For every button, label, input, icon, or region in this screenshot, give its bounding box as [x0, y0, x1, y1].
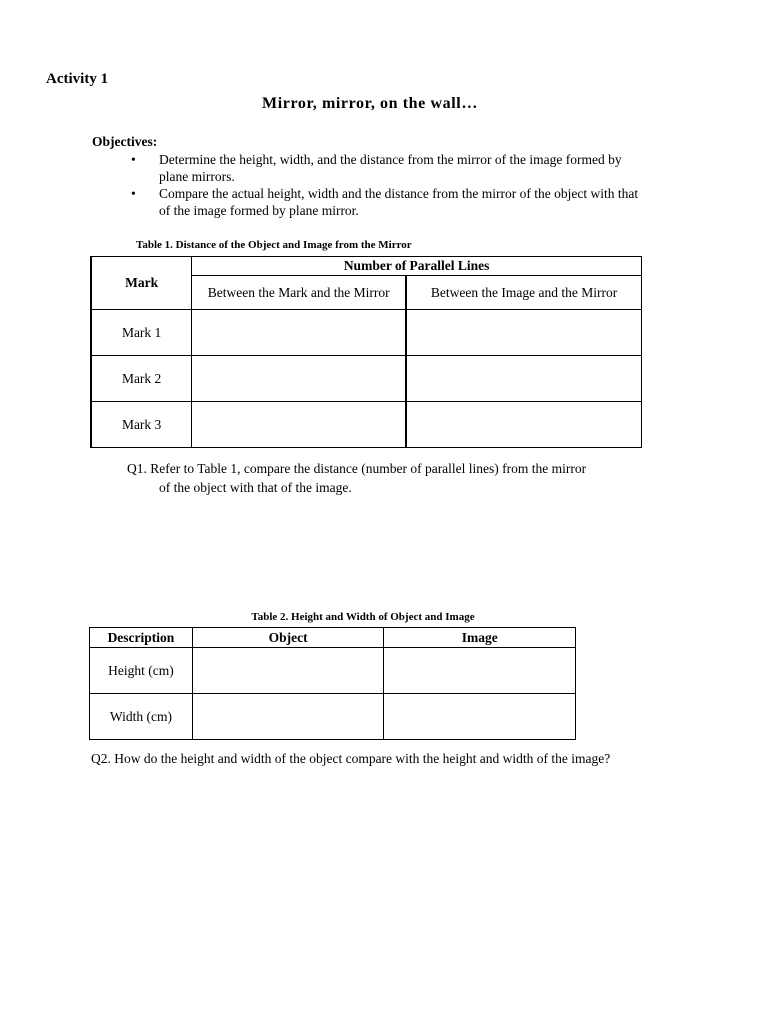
table2-cell — [384, 648, 576, 694]
table1-cell — [406, 402, 641, 448]
objective-text: Determine the height, width, and the distance from the mirror of the image formed by plane mirrors. — [159, 152, 622, 184]
table2 — [89, 627, 576, 740]
question-2: Q2. How do the height and width of the object compare with the height and width of the image? — [91, 751, 611, 766]
table1-cell — [406, 356, 641, 402]
bullet-icon: • — [131, 186, 136, 201]
bullet-icon: • — [131, 152, 136, 167]
table1-cell — [406, 310, 641, 356]
table2-cell — [192, 694, 384, 740]
table2-cell — [384, 694, 576, 740]
table1-row-label: Mark 2 — [91, 356, 192, 402]
objective-item — [130, 185, 650, 219]
table1-subheader-mark-mirror: Between the Mark and the Mirror — [192, 276, 406, 310]
objective-item — [130, 151, 650, 185]
table1-group-header: Number of Parallel Lines — [192, 257, 642, 276]
table1-cell — [192, 356, 406, 402]
table1-subheader-image-mirror: Between the Image and the Mirror — [406, 276, 641, 310]
question-1-line2: of the object with that of the image. — [159, 479, 352, 495]
activity-label: Activity 1 — [46, 71, 109, 87]
table1-mark-header: Mark — [91, 257, 192, 310]
question-1-line1: Q1. Refer to Table 1, compare the distance (number of parallel lines) from the mirror — [127, 461, 587, 476]
table2-header-image: Image — [384, 628, 576, 648]
table1-cell — [192, 310, 406, 356]
page-title: Mirror, mirror, on the wall… — [262, 95, 478, 112]
objectives-list — [130, 151, 650, 219]
table2-cell — [192, 648, 384, 694]
table2-header-description: Description — [90, 628, 193, 648]
objective-text: Compare the actual height, width and the distance from the mirror of the object with that of the image formed by plane mirror. — [159, 186, 639, 218]
question-1 — [127, 460, 647, 497]
table2-row-label: Width (cm) — [90, 694, 193, 740]
table2-caption: Table 2. Height and Width of Object and Image — [251, 611, 475, 623]
table2-header-object: Object — [192, 628, 384, 648]
table2-row-label: Height (cm) — [90, 648, 193, 694]
objectives-heading: Objectives: — [92, 134, 158, 149]
table1-cell — [192, 402, 406, 448]
table1-caption: Table 1. Distance of the Object and Image from the Mirror — [136, 239, 412, 251]
table1 — [90, 256, 642, 448]
table1-row-label: Mark 1 — [91, 310, 192, 356]
table1-row-label: Mark 3 — [91, 402, 192, 448]
